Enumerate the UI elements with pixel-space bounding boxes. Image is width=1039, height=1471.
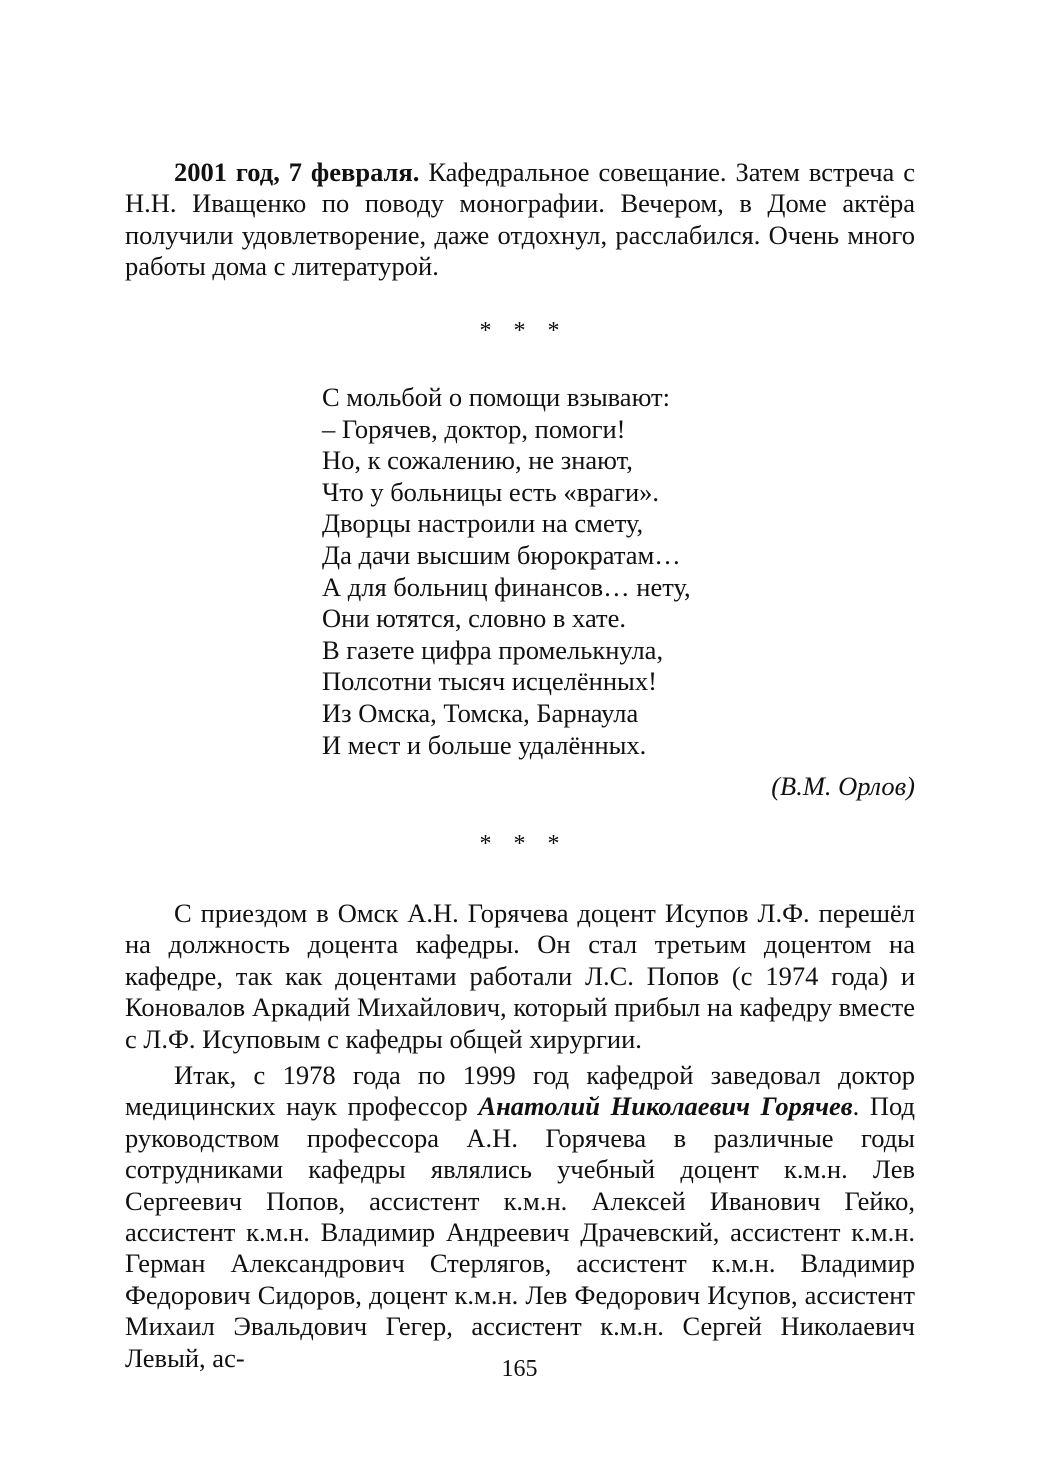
poem-line: Они ютятся, словно в хате.	[322, 603, 626, 634]
paragraph-text: . Под руководством профессора А.Н. Горячева в различные годы сотрудниками кафедры являлись учебный доцент к.м.н. Лев Сергеевич Попов, ассистент к.м.н. Алексей Иванович Гейко, ассистент к.м.н. Владимир Андреевич Драчевский, ассистент к.м.н. Герман Александрович Стерлягов, ассистент к.м.н. Владимир Федорович Сидоров, доцент к.м.н. Лев Федорович Исупов, ассистент Михаил Эвальдович Гегер, ассистент к.м.н. Сергей Николаевич Левый, ас-	[125, 1091, 916, 1373]
body-paragraph	[125, 1060, 915, 1374]
poem-line: Но, к сожалению, не знают,	[322, 445, 633, 476]
poem-line: А для больниц финансов… нету,	[322, 571, 691, 602]
entry-date: 2001 год, 7 февраля.	[174, 157, 420, 187]
entry-text: Кафедральное совещание. Затем встреча с Н.Н. Иващенко по поводу монографии. Вечером, в Доме актёра получили удовлетворение, даже отдохнул, расслабился. Очень много работы дома с литературой.	[125, 157, 915, 282]
poem-line: С мольбой о помощи взывают:	[322, 382, 670, 412]
poem-line: Дворцы настроили на смету,	[322, 508, 644, 539]
page-number: 165	[501, 1356, 538, 1382]
poem-line: И мест и больше удалённых.	[322, 729, 647, 760]
poem-line: В газете цифра промелькнула,	[322, 634, 664, 665]
section-separator: * * *	[479, 318, 568, 344]
professor-name: Анатолий Николаевич Горячев	[478, 1091, 853, 1122]
section-separator: * * *	[479, 831, 568, 857]
poem-author: (В.М. Орлов)	[771, 771, 915, 801]
paragraph-text: Итак, с 1978 года по 1999 год кафедрой заведовал доктор медицинских наук профессор	[125, 1060, 915, 1122]
poem-line: – Горячев, доктор, помоги!	[322, 413, 626, 444]
poem	[322, 382, 691, 761]
body-paragraph: С приездом в Омск А.Н. Горячева доцент Исупов Л.Ф. перешёл на должность доцента кафедры. Он стал третьим доцентом на кафедре, так как доцентами работали Л.С. Попов (с 1974 года) и Коновалов Аркадий Михайлович, который прибыл на кафедру вместе с Л.Ф. Исуповым с кафедры общей хирургии.	[125, 898, 915, 1054]
poem-line: Полсотни тысяч исцелённых!	[322, 666, 657, 697]
poem-line: Из Омска, Томска, Барнаула	[322, 697, 639, 728]
poem-line: Да дачи высшим бюрократам…	[322, 539, 681, 570]
diary-entry	[125, 157, 915, 283]
poem-line: Что у больницы есть «враги».	[322, 476, 660, 507]
